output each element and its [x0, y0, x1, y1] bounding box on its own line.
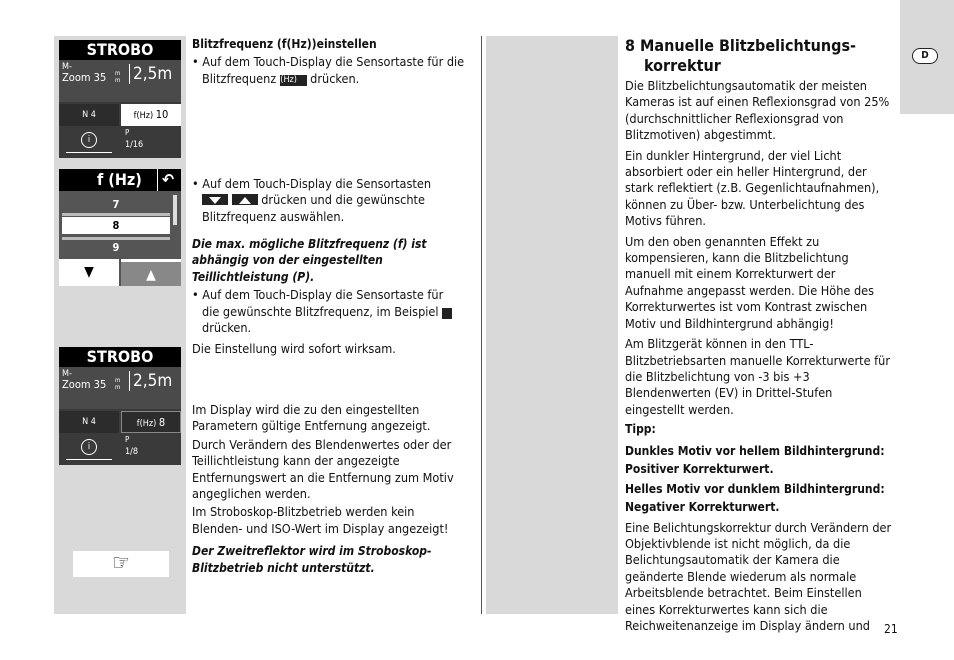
lcd-unit: m m — [115, 70, 121, 84]
language-badge — [912, 48, 938, 64]
paragraph-distance: Im Display wird die zu den eingestellten Parametern gültige Entfernung angezeigt. — [192, 402, 431, 434]
note-max-frequency: Die max. mögliche Blitzfrequenz (f) ist abhängig von der eingestellten Teillichtleistung (P). — [192, 237, 427, 284]
paragraph-1: Die Blitzbelichtungsautomatik der meisten Kameras ist auf einen Reflexionsgrad von 25% (durchschnittlicher Reflexionsgrad von Blitzmotiven) abgestimmt. — [625, 78, 890, 143]
freq-item-8-selected[interactable]: 8 — [62, 217, 170, 234]
lcd-mode: M- — [62, 369, 72, 379]
lcd-power-label: P — [125, 435, 130, 444]
bullet-2-line3: Blitzfrequenz auswählen. — [202, 208, 345, 224]
tip-2: Helles Motiv vor dunklem Bildhintergrund: Negativer Korrekturwert. — [625, 481, 885, 514]
lcd-distance: 2,5m — [129, 371, 172, 391]
info-icon: i — [81, 439, 97, 455]
down-button[interactable]: ▼ — [59, 259, 119, 286]
lcd-mode: M- — [62, 62, 72, 72]
back-icon[interactable]: ↶ — [157, 169, 174, 191]
lcd-fhz-label: f(Hz) — [133, 111, 154, 121]
lower-paragraphs — [192, 402, 468, 576]
lcd-fhz-value: 10 — [155, 108, 169, 121]
info-icon: i — [81, 132, 97, 148]
paragraph-adjust: Durch Verändern des Blendenwertes oder der Teillichtleistung kann der angezeigte Entfernungswert an die Entfernung zum Motiv angeglichen werden. — [192, 436, 454, 502]
lcd-fhz-value: 8 — [158, 416, 166, 429]
bullet-3-text: Auf dem Touch-Display die Sensortaste für die gewünschte Blitzfrequenz, im Beispiel — [202, 287, 444, 319]
section-title-line2: korrektur — [644, 56, 721, 75]
bullet-2-line2: drücken und die gewünschte — [261, 192, 425, 208]
lcd-fhz-button[interactable] — [121, 411, 181, 433]
freq-item-7[interactable]: 7 — [62, 197, 170, 216]
paragraph-5: Eine Belichtungskorrektur durch Verändern der Objektivblende ist nicht möglich, da die Belichtungsautomatik der Kamera die geänderte Blende wiederum als normale Arbeitsblende betrachtet. Beim Einstellen eines Korrekturwertes kann sich die Reichweitenanzeige im Display ändern und — [625, 519, 892, 633]
lcd-zoom: Zoom 35 — [62, 378, 107, 391]
bullet-1-end: drücken. — [310, 70, 360, 86]
lcd-power-value: 1/8 — [125, 447, 139, 457]
paragraph-3: Um den oben genannten Effekt zu kompensieren, kann die Blitzbelichtung manuell mit einem Korrekturwert der Aufnahme angepasst werden. Die Höhe des Korrekturwertes ist vom Kontrast zwischen Motiv und Bildhintergrund abhängig! — [625, 233, 875, 331]
lcd-strobo-1 — [59, 40, 181, 158]
bullet-3-end: drücken. — [202, 320, 252, 336]
column-divider — [481, 36, 482, 614]
down-key-icon — [202, 194, 228, 205]
page-number: 21 — [884, 622, 898, 636]
lcd-aperture-button[interactable]: N 4 — [59, 104, 119, 126]
lcd-title: STROBO — [59, 40, 181, 60]
paragraph-4: Am Blitzgerät können in den TTL-Blitzbetriebsarten manuelle Korrekturwerte für die Blitzbelichtung von -3 bis +3 Blendenwerten (EV) in Drittel-Stufen eingestellt werden. — [625, 336, 890, 417]
section-heading: Blitzfrequenz (f(Hz))einstellen — [192, 37, 377, 51]
left-text-column — [192, 36, 472, 87]
lcd-power-label: P — [125, 128, 130, 137]
lcd-title — [59, 169, 181, 191]
bullet-1: • Auf dem Touch-Display die Sensortaste für die Blitzfrequenz f (Hz) drücken. — [192, 54, 465, 86]
tip-label: Tipp: — [625, 422, 656, 437]
hint-box — [73, 551, 169, 577]
pointing-hand-icon: ☞ — [112, 551, 130, 576]
fhz-title: f (Hz) — [97, 170, 142, 189]
bullet-3: • Auf dem Touch-Display die Sensortaste für die gewünschte Blitzfrequenz, im Beispiel 8 drücken. — [192, 287, 460, 336]
lcd-zoom: Zoom 35 — [62, 71, 107, 84]
section-title — [625, 36, 895, 76]
key-8-badge: 8 — [442, 308, 452, 319]
lcd-distance: 2,5m — [129, 64, 172, 84]
lcd-info-button[interactable] — [59, 130, 119, 156]
lcd-info-button[interactable] — [59, 437, 119, 463]
middle-notes — [192, 236, 460, 358]
middle-figure-column — [486, 36, 618, 614]
lcd-power-value: 1/16 — [125, 140, 144, 150]
bullet-1-text: Auf dem Touch-Display die Sensortaste für die Blitzfrequenz — [202, 54, 465, 86]
lcd-aperture-button[interactable]: N 4 — [59, 411, 119, 433]
freq-item-9[interactable]: 9 — [62, 237, 170, 256]
bullet-2-line1: Auf dem Touch-Display die Sensortasten — [202, 176, 432, 191]
paragraph-2: Ein dunkler Hintergrund, der viel Licht absorbiert oder ein heller Hintergrund, der stark reflektiert (z.B. Gegenlichtaufnahmen), können zu Über- bzw. Unterbelichtung des Motivs führen. — [625, 147, 880, 229]
language-letter: D — [921, 50, 929, 61]
lcd-frequency-list — [59, 169, 181, 286]
lcd-unit: m m — [115, 377, 121, 391]
scrollbar[interactable] — [173, 195, 177, 225]
up-key-icon — [232, 194, 258, 205]
bullet-2: • Auf dem Touch-Display die Sensortasten drücken und die gewünschte Blitzfrequenz auswählen. — [192, 176, 472, 225]
lcd-fhz-label: f(Hz) — [136, 419, 157, 429]
tip-1: Dunkles Motiv vor hellem Bildhintergrund: Positiver Korrekturwert. — [625, 443, 885, 476]
right-text-column — [625, 36, 895, 634]
lcd-fhz-button[interactable] — [121, 104, 181, 126]
immediate-effect-text: Die Einstellung wird sofort wirksam. — [192, 341, 396, 357]
note-second-reflector: Der Zweitreflektor wird im Stroboskop-Blitzbetrieb nicht unterstützt. — [192, 544, 432, 575]
paragraph-strobo: Im Stroboskop-Blitzbetrieb werden kein Blenden- und ISO-Wert im Display angezeigt! — [192, 504, 449, 536]
section-title-line1: 8 Manuelle Blitzbelichtungs- — [625, 36, 856, 55]
fhz-key-badge: f (Hz) — [280, 75, 307, 86]
up-button[interactable]: ▲ — [121, 259, 181, 286]
lcd-strobo-2 — [59, 347, 181, 465]
lcd-title: STROBO — [59, 347, 181, 367]
